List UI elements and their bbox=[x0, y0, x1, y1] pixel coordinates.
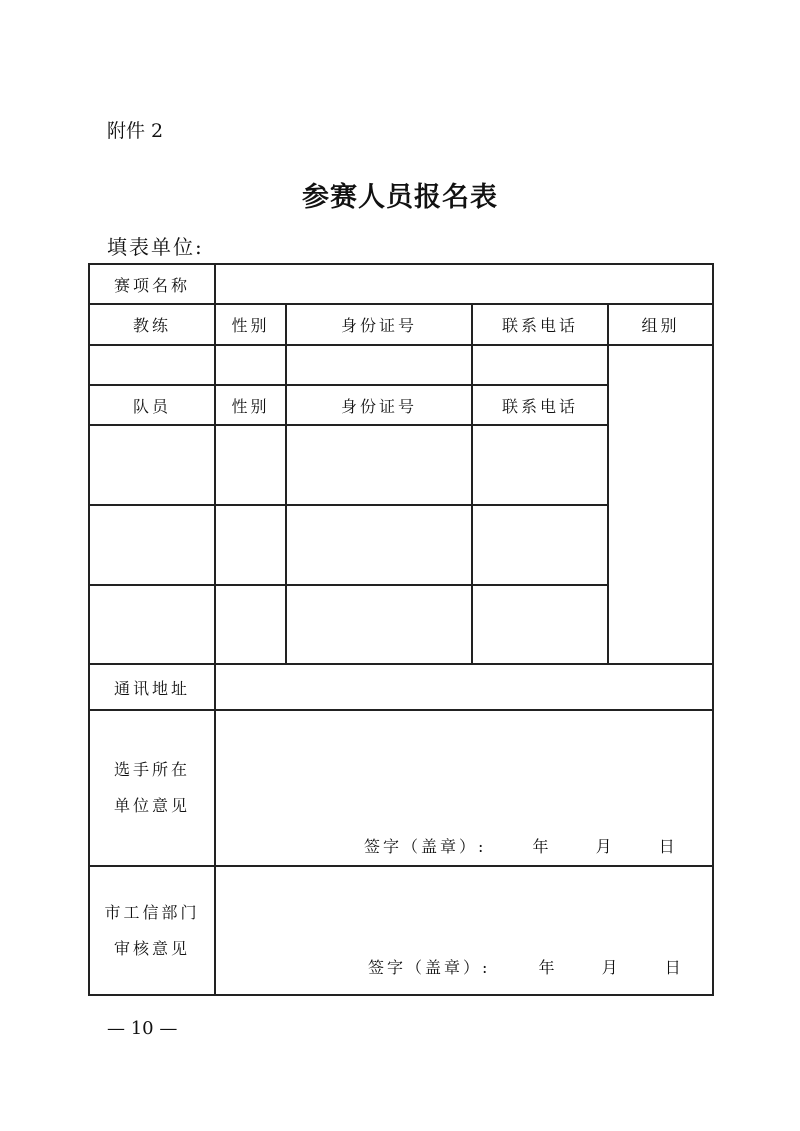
unit-opinion-label bbox=[89, 710, 215, 866]
member-gender-header: 性别 bbox=[215, 385, 286, 425]
address-label: 通讯地址 bbox=[89, 664, 215, 710]
coach-row bbox=[89, 345, 713, 385]
dept-opinion-field[interactable] bbox=[215, 866, 713, 995]
filler-unit-label: 填表单位: bbox=[107, 235, 204, 259]
dept-opinion-row bbox=[89, 866, 713, 995]
day-label: 日 bbox=[664, 958, 684, 977]
dept-opinion-label bbox=[89, 866, 215, 995]
page-number: — 10 — bbox=[107, 1018, 178, 1039]
phone-header: 联系电话 bbox=[472, 304, 608, 345]
gender-header: 性别 bbox=[215, 304, 286, 345]
sign-label: 签字（盖章）: bbox=[368, 958, 491, 977]
unit-opinion-row bbox=[89, 710, 713, 866]
member-header: 队员 bbox=[89, 385, 215, 425]
member-name-field[interactable] bbox=[89, 505, 215, 585]
group-field[interactable] bbox=[608, 345, 713, 664]
coach-phone-field[interactable] bbox=[472, 345, 608, 385]
coach-name-field[interactable] bbox=[89, 345, 215, 385]
member-id-field[interactable] bbox=[286, 585, 472, 664]
event-name-label: 赛项名称 bbox=[89, 264, 215, 304]
member-gender-field[interactable] bbox=[215, 585, 286, 664]
unit-opinion-label-line2: 单位意见 bbox=[113, 796, 190, 815]
member-gender-field[interactable] bbox=[215, 505, 286, 585]
unit-opinion-field[interactable] bbox=[215, 710, 713, 866]
day-label: 日 bbox=[658, 837, 678, 856]
member-phone-header: 联系电话 bbox=[472, 385, 608, 425]
unit-signature-line bbox=[364, 834, 678, 857]
year-label: 年 bbox=[538, 958, 558, 977]
attachment-label: 附件 2 bbox=[107, 120, 164, 142]
address-field[interactable] bbox=[215, 664, 713, 710]
coach-header: 教练 bbox=[89, 304, 215, 345]
dept-signature-line bbox=[368, 955, 684, 978]
group-header: 组别 bbox=[608, 304, 713, 345]
member-name-field[interactable] bbox=[89, 425, 215, 505]
coach-header-row bbox=[89, 304, 713, 345]
coach-id-field[interactable] bbox=[286, 345, 472, 385]
member-id-field[interactable] bbox=[286, 425, 472, 505]
member-gender-field[interactable] bbox=[215, 425, 286, 505]
id-number-header: 身份证号 bbox=[286, 304, 472, 345]
unit-opinion-label-line1: 选手所在 bbox=[113, 760, 190, 779]
year-label: 年 bbox=[532, 837, 552, 856]
event-name-row bbox=[89, 264, 713, 304]
member-id-field[interactable] bbox=[286, 505, 472, 585]
coach-gender-field[interactable] bbox=[215, 345, 286, 385]
member-id-header: 身份证号 bbox=[286, 385, 472, 425]
dept-opinion-label-line1: 市工信部门 bbox=[104, 902, 200, 922]
page-title: 参赛人员报名表 bbox=[302, 182, 498, 213]
event-name-field[interactable] bbox=[215, 264, 713, 304]
member-name-field[interactable] bbox=[89, 585, 215, 664]
address-row bbox=[89, 664, 713, 710]
month-label: 月 bbox=[601, 958, 621, 977]
registration-form-table bbox=[88, 263, 714, 996]
dept-opinion-label-line2: 审核意见 bbox=[113, 938, 190, 958]
member-phone-field[interactable] bbox=[472, 505, 608, 585]
member-phone-field[interactable] bbox=[472, 585, 608, 664]
member-phone-field[interactable] bbox=[472, 425, 608, 505]
month-label: 月 bbox=[595, 837, 615, 856]
sign-label: 签字（盖章）: bbox=[364, 837, 487, 856]
